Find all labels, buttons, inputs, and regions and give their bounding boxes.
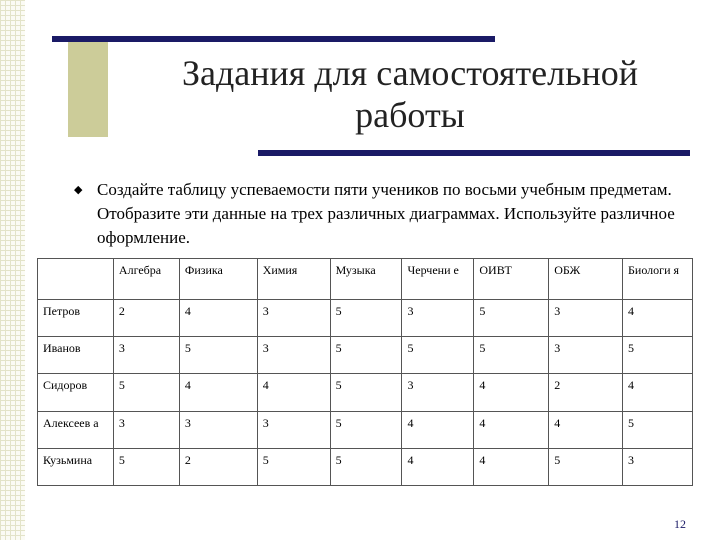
table-row	[38, 300, 693, 337]
grade-cell: 5	[474, 337, 549, 374]
grade-cell: 2	[179, 448, 257, 485]
grade-cell: 4	[402, 411, 474, 448]
grade-cell: 5	[330, 411, 402, 448]
title-bar-bottom	[258, 150, 690, 156]
student-name-cell: Сидоров	[38, 374, 114, 411]
grade-cell: 3	[113, 337, 179, 374]
grade-cell: 3	[402, 374, 474, 411]
grade-cell: 5	[330, 300, 402, 337]
table-header-cell: ОИВТ	[474, 259, 549, 300]
student-name-cell: Иванов	[38, 337, 114, 374]
slide-title-line2: работы	[355, 95, 465, 135]
grade-cell: 4	[474, 411, 549, 448]
grade-cell: 3	[179, 411, 257, 448]
table-header-cell: Биологи я	[623, 259, 693, 300]
table-header-cell: ОБЖ	[549, 259, 623, 300]
grades-table	[37, 258, 693, 486]
task-text: Создайте таблицу успеваемости пяти учеников по восьми учебным предметам. Отобразите эти данные на трех различных диаграммах. Используйте различное оформление.	[97, 180, 675, 247]
grade-cell: 5	[474, 300, 549, 337]
table-header-cell: Алгебра	[113, 259, 179, 300]
slide-title-line1: Задания для самостоятельной	[181, 53, 639, 93]
grade-cell: 3	[402, 300, 474, 337]
grade-cell: 5	[623, 337, 693, 374]
student-name-cell: Алексеев а	[38, 411, 114, 448]
page-number: 12	[674, 517, 686, 531]
grade-cell: 3	[257, 300, 330, 337]
grade-cell: 4	[179, 374, 257, 411]
grade-cell: 2	[549, 374, 623, 411]
grade-cell: 5	[623, 411, 693, 448]
decorative-beige-block	[68, 40, 108, 137]
grade-cell: 5	[113, 448, 179, 485]
grade-cell: 5	[179, 337, 257, 374]
table-header-cell: Физика	[179, 259, 257, 300]
grade-cell: 5	[402, 337, 474, 374]
table-row	[38, 374, 693, 411]
grade-cell: 5	[113, 374, 179, 411]
table-row	[38, 411, 693, 448]
decorative-grid-strip	[0, 0, 25, 540]
grade-cell: 4	[179, 300, 257, 337]
grade-cell: 4	[623, 374, 693, 411]
student-name-cell: Кузьмина	[38, 448, 114, 485]
table-header-row	[38, 259, 693, 300]
grade-cell: 4	[474, 374, 549, 411]
grade-cell: 5	[330, 448, 402, 485]
grade-cell: 3	[549, 300, 623, 337]
bullet-diamond-icon: ◆	[74, 184, 83, 196]
table-header-cell: Музыка	[330, 259, 402, 300]
grade-cell: 5	[330, 374, 402, 411]
student-name-cell: Петров	[38, 300, 114, 337]
grade-cell: 4	[402, 448, 474, 485]
slide-title	[110, 52, 710, 136]
grade-cell: 3	[257, 337, 330, 374]
grade-cell: 3	[113, 411, 179, 448]
grade-cell: 5	[549, 448, 623, 485]
grade-cell: 4	[257, 374, 330, 411]
table-corner-cell	[38, 259, 114, 300]
grade-cell: 3	[257, 411, 330, 448]
table-header-cell: Химия	[257, 259, 330, 300]
grade-cell: 4	[549, 411, 623, 448]
table-row	[38, 448, 693, 485]
grade-cell: 3	[549, 337, 623, 374]
grade-cell: 2	[113, 300, 179, 337]
table-row	[38, 337, 693, 374]
grade-cell: 4	[474, 448, 549, 485]
grade-cell: 5	[330, 337, 402, 374]
table-header-cell: Черчени е	[402, 259, 474, 300]
title-bar-top	[52, 36, 495, 42]
grade-cell: 4	[623, 300, 693, 337]
grade-cell: 3	[623, 448, 693, 485]
grade-cell: 5	[257, 448, 330, 485]
